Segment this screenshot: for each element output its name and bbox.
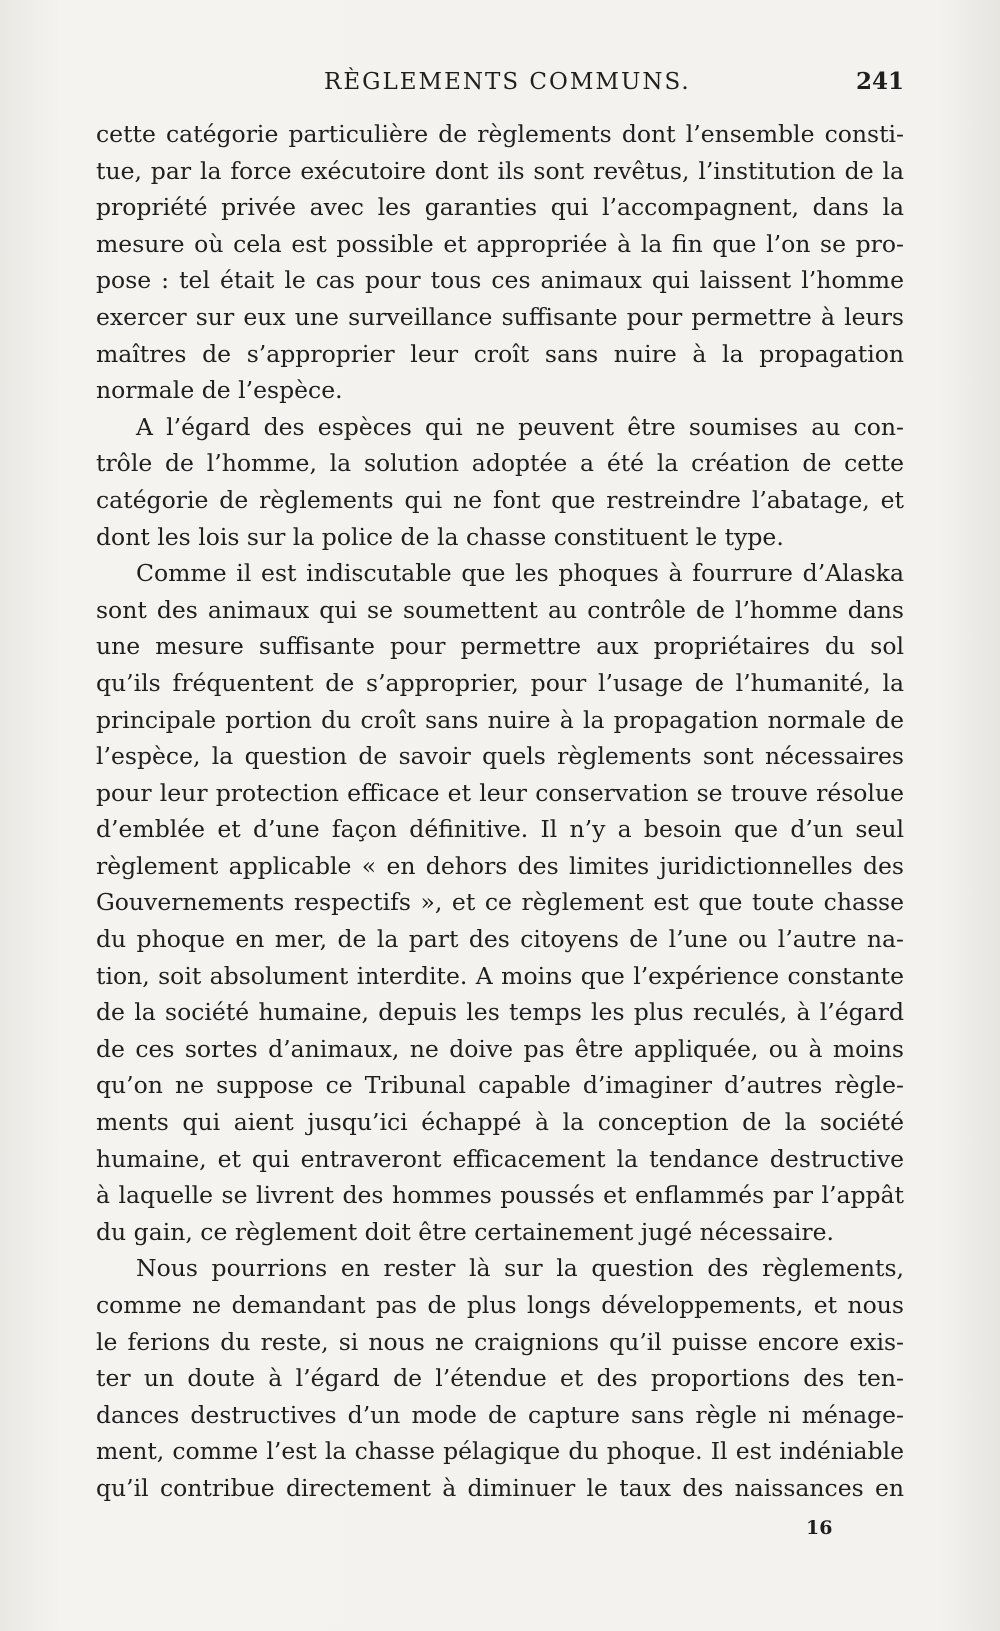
text-line: qu’ils fréquentent de s’approprier, pour l’usage de l’humanité, la [96, 668, 904, 697]
page-header [96, 64, 904, 100]
text-line: dont les lois sur la police de la chasse constituent le type. [96, 522, 784, 551]
text-line: propriété privée avec les garanties qui l’accompagnent, dans la [96, 193, 904, 222]
text-line: qu’on ne suppose ce Tribunal capable d’imaginer d’autres règle- [96, 1071, 904, 1100]
text-line: le ferions du reste, si nous ne craignions qu’il puisse encore exis- [96, 1327, 904, 1356]
body-text [96, 116, 904, 1507]
text-line: du gain, ce règlement doit être certainement jugé nécessaire. [96, 1217, 835, 1246]
text-line: l’espèce, la question de savoir quels règlements sont nécessaires [96, 742, 904, 771]
text-line: d’emblée et d’une façon définitive. Il n’y a besoin que d’un seul [96, 815, 904, 844]
text-line: normale de l’espèce. [96, 376, 343, 405]
text-line: trôle de l’homme, la solution adoptée a été la création de cette [96, 449, 904, 478]
text-line: tue, par la force exécutoire dont ils sont revêtus, l’institution de la [96, 156, 904, 185]
text-line: Nous pourrions en rester là sur la question des règlements, [136, 1254, 904, 1283]
text-line: ter un doute à l’égard de l’étendue et des proportions des ten- [96, 1364, 904, 1393]
text-line: maîtres de s’approprier leur croît sans nuire à la propagation [96, 339, 904, 368]
text-line: ment, comme l’est la chasse pélagique du phoque. Il est indéniable [96, 1437, 904, 1466]
signature-mark: 16 [806, 1517, 833, 1539]
text-line: humaine, et qui entraveront efficacement la tendance destructive [96, 1144, 904, 1173]
text-line: une mesure suffisante pour permettre aux propriétaires du sol [96, 632, 904, 661]
text-line: ments qui aient jusqu’ici échappé à la conception de la société [96, 1108, 904, 1137]
text-line: à laquelle se livrent des hommes poussés et enflammés par l’appât [96, 1181, 904, 1210]
text-line: de ces sortes d’animaux, ne doive pas être appliquée, ou à moins [96, 1034, 904, 1063]
text-line: règlement applicable « en dehors des limites juridictionnelles des [96, 851, 904, 880]
running-head: RÈGLEMENTS COMMUNS. [324, 69, 691, 95]
text-line: mesure où cela est possible et appropriée à la fin que l’on se pro- [96, 229, 904, 258]
text-line: cette catégorie particulière de règlements dont l’ensemble consti- [96, 120, 904, 148]
text-line: A l’égard des espèces qui ne peuvent être soumises au con- [136, 412, 904, 441]
text-line: catégorie de règlements qui ne font que restreindre l’abatage, et [96, 485, 904, 514]
text-line: dances destructives d’un mode de capture sans règle ni ménage- [96, 1400, 904, 1429]
text-line: comme ne demandant pas de plus longs développements, et nous [96, 1291, 904, 1319]
text-line: du phoque en mer, de la part des citoyens de l’une ou l’autre na- [96, 925, 904, 954]
text-line: de la société humaine, depuis les temps les plus reculés, à l’égard [96, 998, 904, 1027]
text-line: qu’il contribue directement à diminuer le taux des naissances en [96, 1473, 904, 1502]
text-line: pour leur protection efficace et leur conservation se trouve résolue [96, 778, 904, 807]
text-line: Gouvernements respectifs », et ce règlement est que toute chasse [96, 888, 904, 917]
page-number: 241 [855, 68, 904, 95]
text-line: Comme il est indiscutable que les phoques à fourrure d’Alaska [136, 559, 904, 588]
text-line: pose : tel était le cas pour tous ces animaux qui laissent l’homme [96, 266, 904, 295]
text-line: tion, soit absolument interdite. A moins que l’expérience constante [96, 961, 904, 990]
text-line: principale portion du croît sans nuire à la propagation normale de [96, 705, 904, 734]
text-line: sont des animaux qui se soumettent au contrôle de l’homme dans [96, 595, 904, 624]
text-line: exercer sur eux une surveillance suffisante pour permettre à leurs [96, 302, 904, 331]
